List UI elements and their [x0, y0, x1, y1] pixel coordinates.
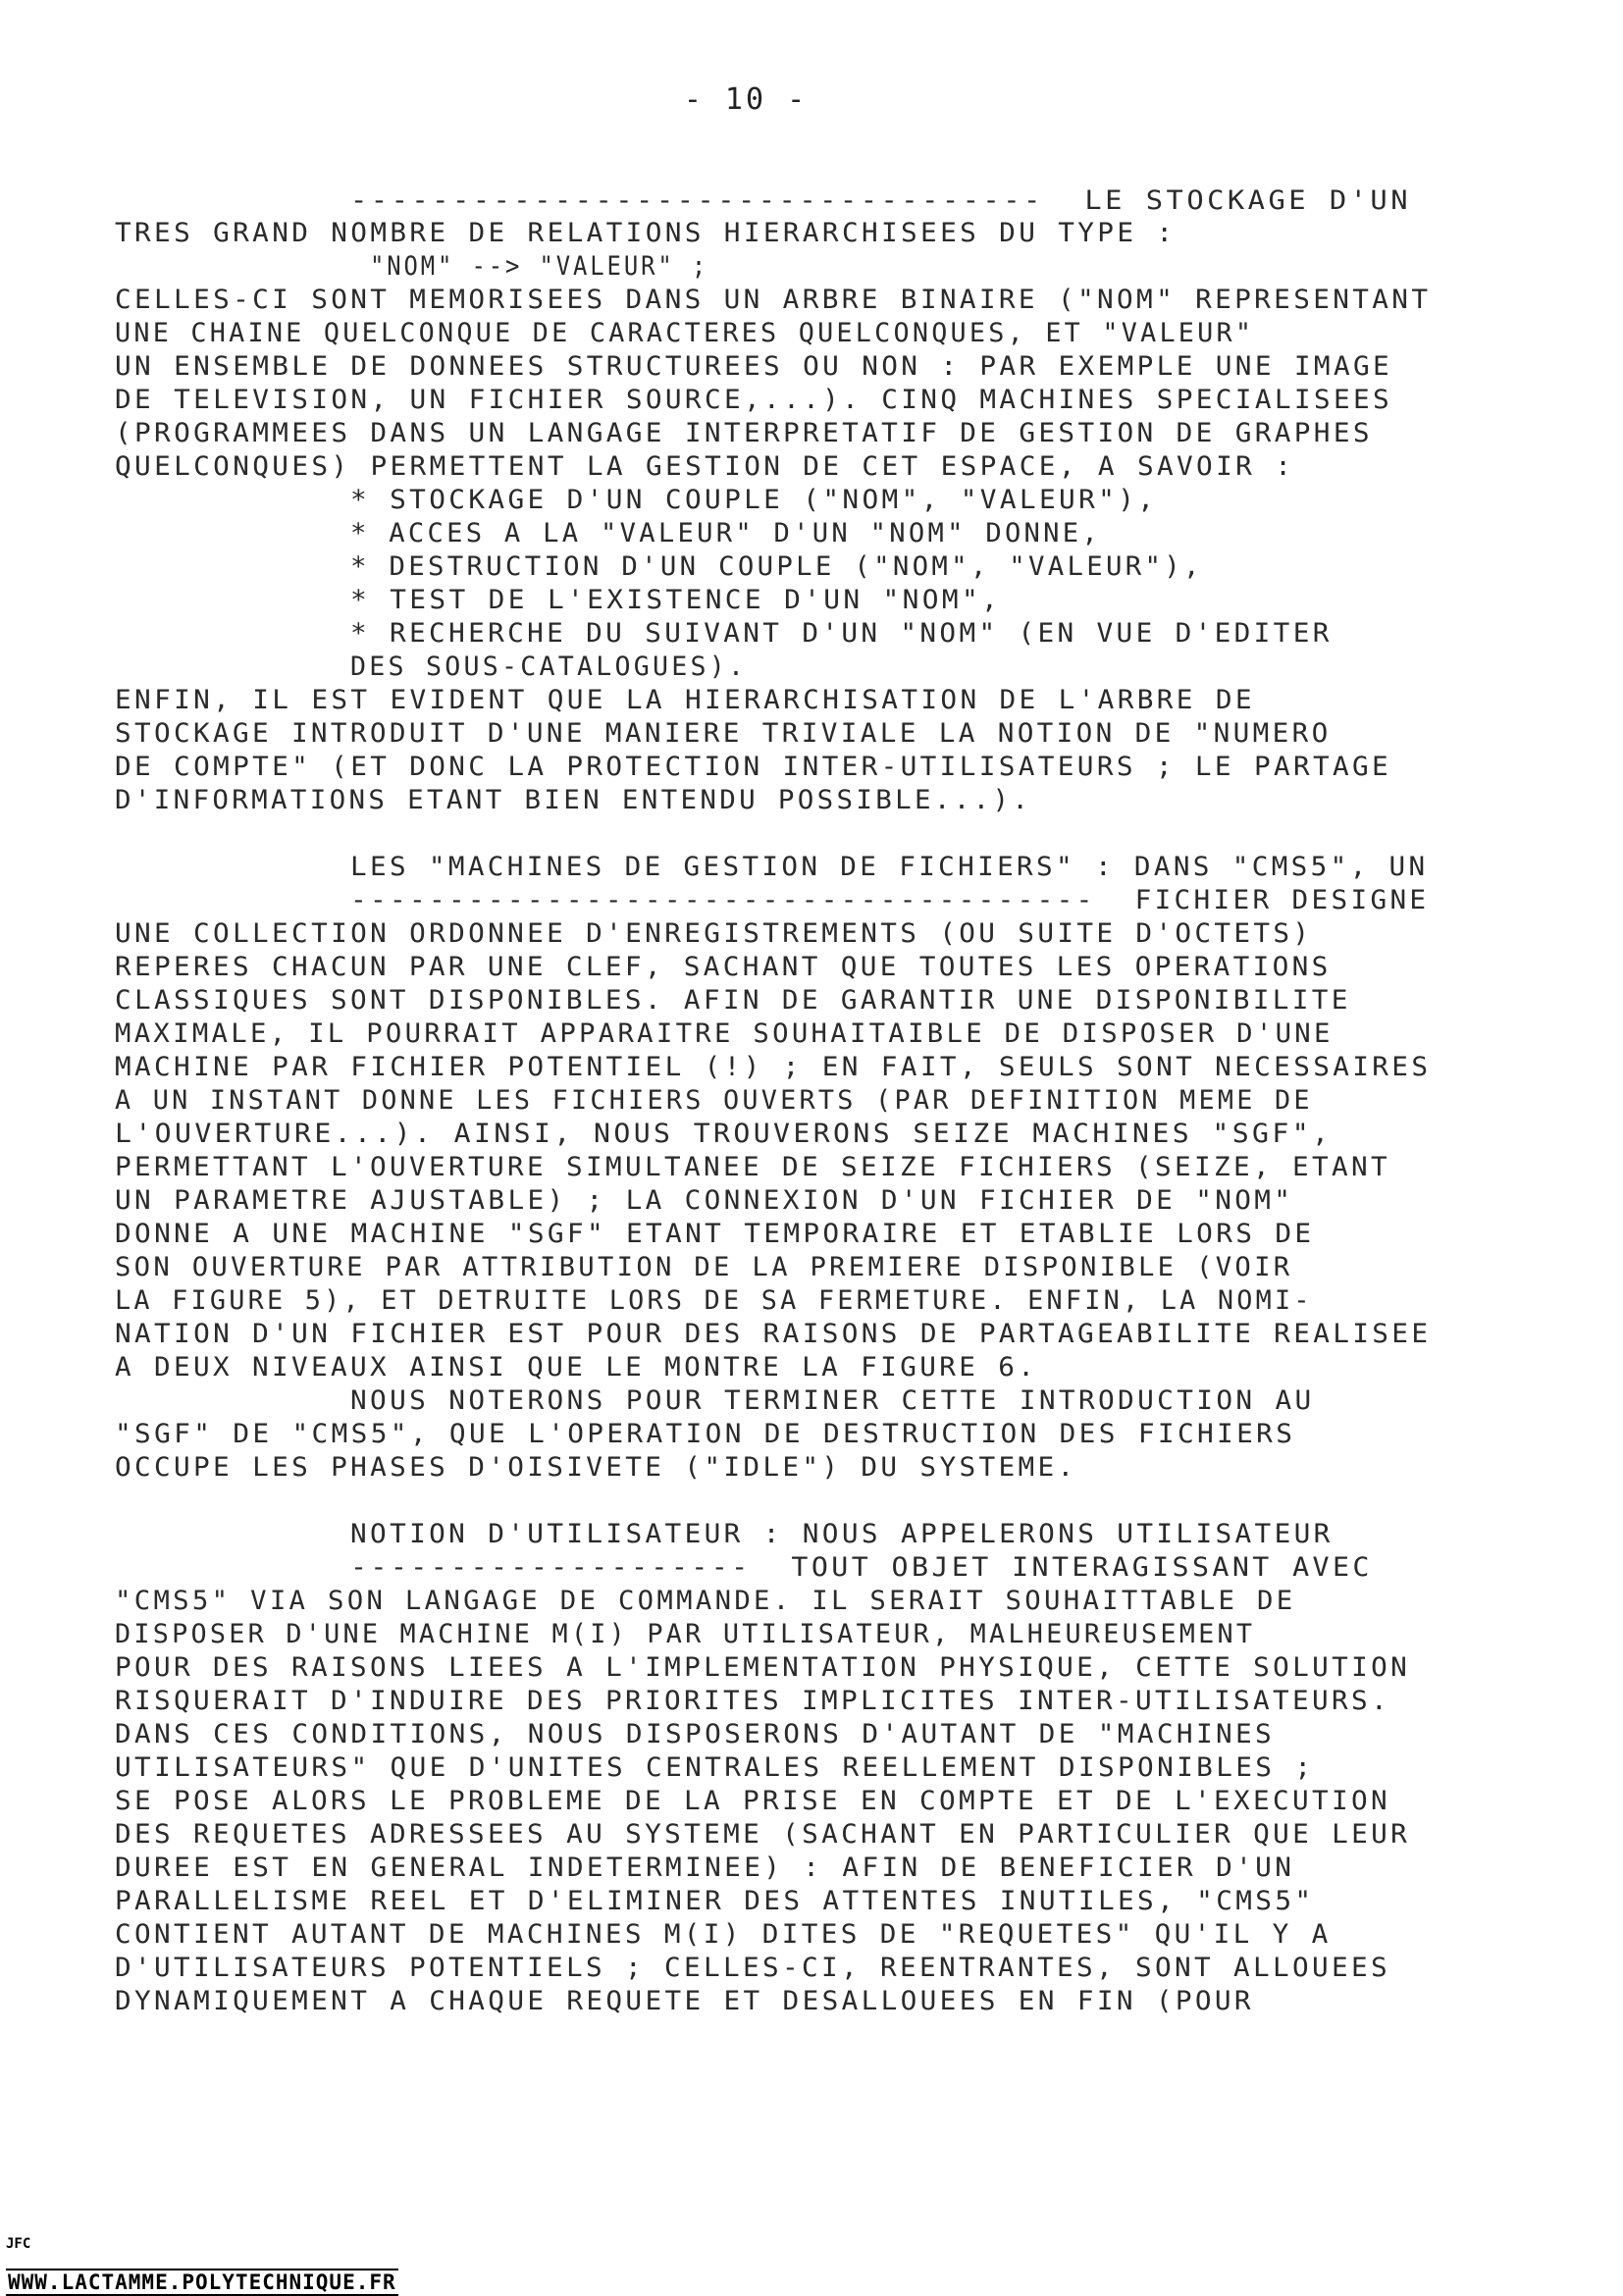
text-line: DE TELEVISION, UN FICHIER SOURCE,...). CINQ MACHINES SPECIALISEES [115, 385, 1393, 415]
text-line: "SGF" DE "CMS5", QUE L'OPERATION DE DESTRUCTION DES FICHIERS [115, 1419, 1296, 1449]
text-line: CLASSIQUES SONT DISPONIBLES. AFIN DE GARANTIR UNE DISPONIBILITE [115, 985, 1351, 1016]
text-line: NOUS NOTERONS POUR TERMINER CETTE INTRODUCTION AU [350, 1385, 1315, 1416]
text-line: MACHINE PAR FICHIER POTENTIEL (!) ; EN FAIT, SEULS SONT NECESSAIRES [115, 1052, 1432, 1082]
text-line: UN ENSEMBLE DE DONNEES STRUCTUREES OU NON : PAR EXEMPLE UNE IMAGE [115, 351, 1393, 382]
page-number: - 10 - [683, 82, 809, 117]
text-line: MAXIMALE, IL POURRAIT APPARAITRE SOUHAITAIBLE DE DISPOSER D'UNE [115, 1018, 1334, 1049]
text-line: LES "MACHINES DE GESTION DE FICHIERS" : DANS "CMS5", UN [350, 852, 1429, 882]
text-line: DES SOUS-CATALOGUES). [350, 652, 748, 682]
text-line: REPERES CHACUN PAR UNE CLEF, SACHANT QUE TOUTES LES OPERATIONS [115, 952, 1332, 982]
text-line: L'OUVERTURE...). AINSI, NOUS TROUVERONS SEIZE MACHINES "SGF", [115, 1119, 1333, 1149]
text-line: ---------------------------------- LE STOCKAGE D'UN [350, 185, 1411, 216]
text-line: * RECHERCHE DU SUIVANT D'UN "NOM" (EN VUE D'EDITER [350, 618, 1333, 649]
text-line: * STOCKAGE D'UN COUPLE ("NOM", "VALEUR"), [350, 485, 1158, 515]
text-line: PERMETTANT L'OUVERTURE SIMULTANEE DE SEIZE FICHIERS (SEIZE, ETANT [115, 1152, 1391, 1182]
text-line: "NOM" --> "VALEUR" ; [370, 251, 709, 282]
text-line: DUREE EST EN GENERAL INDETERMINEE) : AFIN DE BENEFICIER D'UN [115, 1852, 1295, 1883]
text-line: (PROGRAMMEES DANS UN LANGAGE INTERPRETATIF DE GESTION DE GRAPHES [115, 418, 1373, 448]
text-line: DE COMPTE" (ET DONC LA PROTECTION INTER-UTILISATEURS ; LE PARTAGE [115, 752, 1392, 782]
text-line: DANS CES CONDITIONS, NOUS DISPOSERONS D'AUTANT DE "MACHINES [115, 1719, 1276, 1749]
text-line: UN PARAMETRE AJUSTABLE) ; LA CONNEXION D'UN FICHIER DE "NOM" [115, 1185, 1294, 1216]
text-line: CELLES-CI SONT MEMORISEES DANS UN ARBRE BINAIRE ("NOM" REPRESENTANT [115, 285, 1432, 315]
text-line: UNE CHAINE QUELCONQUE DE CARACTERES QUELCONQUES, ET "VALEUR" [115, 318, 1255, 348]
text-line: -------------------------------------- FICHIER DESIGNE [350, 885, 1430, 915]
text-line: LA FIGURE 5), ET DETRUITE LORS DE SA FERMETURE. ENFIN, LA NOMI- [115, 1285, 1313, 1316]
text-line: DES REQUETES ADRESSEES AU SYSTEME (SACHANT EN PARTICULIER QUE LEUR [115, 1819, 1411, 1850]
footer-url: WWW.LACTAMME.POLYTECHNIQUE.FR [8, 2270, 396, 2294]
text-line: * DESTRUCTION D'UN COUPLE ("NOM", "VALEUR"), [350, 551, 1203, 582]
text-line: "CMS5" VIA SON LANGAGE DE COMMANDE. IL SERAIT SOUHAITTABLE DE [115, 1586, 1296, 1616]
text-line: TRES GRAND NOMBRE DE RELATIONS HIERARCHISEES DU TYPE : [115, 218, 1177, 248]
text-line: POUR DES RAISONS LIEES A L'IMPLEMENTATION PHYSIQUE, CETTE SOLUTION [115, 1652, 1411, 1683]
text-line: NATION D'UN FICHIER EST POUR DES RAISONS DE PARTAGEABILITE REALISEE [115, 1319, 1432, 1349]
text-line: D'INFORMATIONS ETANT BIEN ENTENDU POSSIBLE...). [115, 785, 1032, 815]
text-line: UTILISATEURS" QUE D'UNITES CENTRALES REELLEMENT DISPONIBLES ; [115, 1752, 1315, 1783]
text-line: DONNE A UNE MACHINE "SGF" ETANT TEMPORAIRE ET ETABLIE LORS DE [115, 1219, 1315, 1249]
text-line: A DEUX NIVEAUX AINSI QUE LE MONTRE LA FIGURE 6. [115, 1352, 1038, 1383]
text-line: ENFIN, IL EST EVIDENT QUE LA HIERARCHISATION DE L'ARBRE DE [115, 685, 1255, 715]
text-line: D'UTILISATEURS POTENTIELS ; CELLES-CI, REENTRANTES, SONT ALLOUEES [115, 1953, 1391, 1983]
text-line: DISPOSER D'UNE MACHINE M(I) PAR UTILISATEUR, MALHEUREUSEMENT [115, 1619, 1256, 1649]
text-line: -------------------- TOUT OBJET INTERAGISSANT AVEC [350, 1552, 1373, 1583]
text-line: OCCUPE LES PHASES D'OISIVETE ("IDLE") DU SYSTEME. [115, 1452, 1077, 1483]
text-line: * TEST DE L'EXISTENCE D'UN "NOM", [350, 585, 1002, 615]
text-line: SE POSE ALORS LE PROBLEME DE LA PRISE EN COMPTE ET DE L'EXECUTION [115, 1786, 1391, 1816]
text-line: PARALLELISME REEL ET D'ELIMINER DES ATTENTES INUTILES, "CMS5" [115, 1886, 1315, 1916]
text-line: RISQUERAIT D'INDUIRE DES PRIORITES IMPLICITES INTER-UTILISATEURS. [115, 1686, 1391, 1716]
text-line: A UN INSTANT DONNE LES FICHIERS OUVERTS (PAR DEFINITION MEME DE [115, 1085, 1313, 1116]
footer-logo-tag: JFC [6, 2236, 31, 2252]
text-line: UNE COLLECTION ORDONNEE D'ENREGISTREMENTS (OU SUITE D'OCTETS) [115, 918, 1313, 949]
text-line: * ACCES A LA "VALEUR" D'UN "NOM" DONNE, [350, 518, 1102, 548]
text-line: QUELCONQUES) PERMETTENT LA GESTION DE CET ESPACE, A SAVOIR : [115, 451, 1295, 482]
text-line: STOCKAGE INTRODUIT D'UNE MANIERE TRIVIALE LA NOTION DE "NUMERO [115, 718, 1332, 749]
text-line: CONTIENT AUTANT DE MACHINES M(I) DITES DE "REQUETES" QU'IL Y A [115, 1919, 1332, 1950]
text-line: SON OUVERTURE PAR ATTRIBUTION DE LA PREMIERE DISPONIBLE (VOIR [115, 1252, 1293, 1282]
text-line: NOTION D'UTILISATEUR : NOUS APPELERONS UTILISATEUR [350, 1519, 1334, 1549]
text-line: DYNAMIQUEMENT A CHAQUE REQUETE ET DESALLOUEES EN FIN (POUR [115, 1986, 1254, 2016]
